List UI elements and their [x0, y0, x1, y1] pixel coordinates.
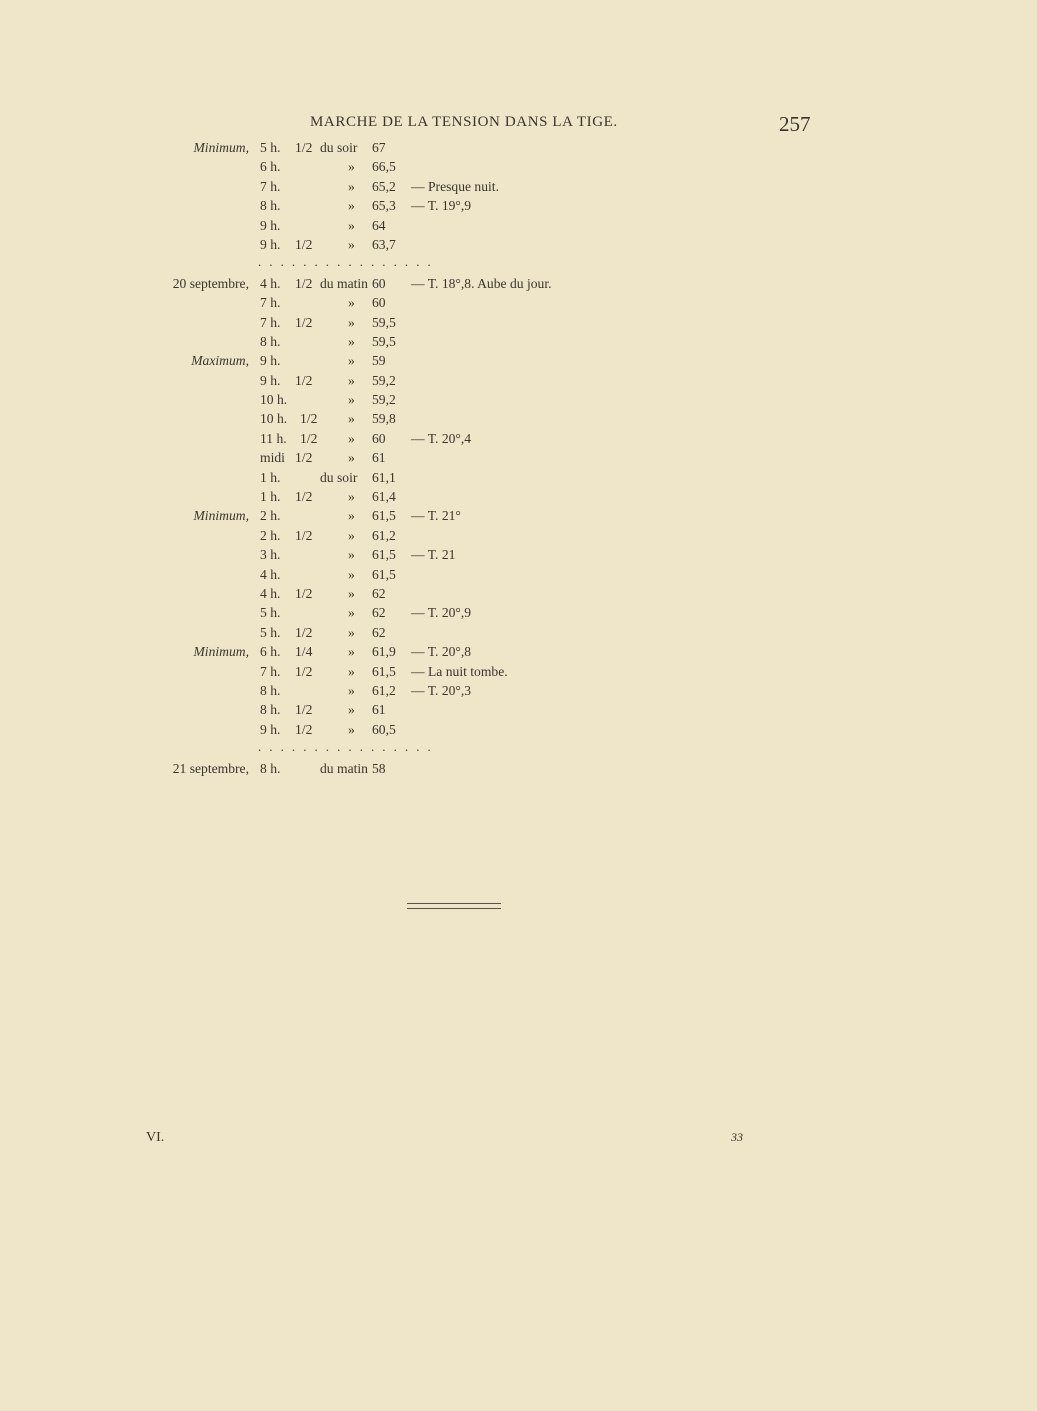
row-ditto-mark: »: [348, 605, 355, 621]
row-ditto-mark: »: [348, 702, 355, 718]
row-fraction: 1/2: [295, 372, 313, 388]
row-value: 59,2: [372, 392, 396, 408]
row-fraction: 1/2: [295, 721, 313, 737]
row-value: 60: [372, 275, 386, 291]
row-label: Minimum,: [193, 140, 249, 155]
table-row: [0, 584, 1037, 603]
row-ditto-mark: »: [348, 178, 355, 194]
row-hour: 7 h.: [260, 178, 281, 194]
row-hour: midi: [260, 450, 285, 466]
table-row: [0, 235, 1037, 254]
row-day-part: du matin: [320, 760, 368, 776]
row-hour: 7 h.: [260, 663, 281, 679]
table-row: [0, 506, 1037, 525]
row-value: 59,2: [372, 372, 396, 388]
row-hour: 9 h.: [260, 372, 281, 388]
table-row: [0, 545, 1037, 564]
row-note: — La nuit tombe.: [411, 663, 508, 679]
row-value: 67: [372, 140, 386, 155]
row-hour: 9 h.: [260, 217, 281, 233]
row-ditto-mark: »: [348, 585, 355, 601]
table-row: [0, 157, 1037, 176]
row-fraction: 1/2: [295, 236, 313, 252]
row-day-part: du soir: [320, 469, 358, 485]
row-ditto-mark: »: [348, 663, 355, 679]
table-row: [0, 313, 1037, 332]
row-value: 66,5: [372, 159, 396, 175]
row-value: 61: [372, 702, 386, 718]
dotted-separator: [0, 254, 1037, 273]
row-hour: 5 h.: [260, 624, 281, 640]
row-value: 61,5: [372, 508, 396, 524]
row-fraction: 1/2: [295, 585, 313, 601]
row-note: — T. 20°,8: [411, 644, 472, 660]
row-value: 61,5: [372, 566, 396, 582]
row-fraction: 1/2: [295, 314, 313, 330]
row-ditto-mark: »: [348, 644, 355, 660]
table-row: [0, 700, 1037, 719]
row-value: 60,5: [372, 721, 396, 737]
row-hour: 5 h.: [260, 605, 281, 621]
row-ditto-mark: »: [348, 159, 355, 175]
table-row: [0, 390, 1037, 409]
row-hour: 9 h.: [260, 353, 281, 369]
row-hour: 7 h.: [260, 314, 281, 330]
row-hour: 2 h.: [260, 508, 281, 524]
row-hour: 6 h.: [260, 644, 281, 660]
row-ditto-mark: »: [348, 295, 355, 311]
page-number: 257: [779, 112, 811, 136]
row-value: 62: [372, 585, 386, 601]
signature-number: 33: [731, 1130, 743, 1144]
row-value: 59,5: [372, 314, 396, 330]
row-fraction: 1/2: [300, 411, 318, 427]
table-row: [0, 216, 1037, 235]
row-ditto-mark: »: [348, 527, 355, 543]
row-fraction: 1/2: [295, 663, 313, 679]
signature-mark: VI.: [146, 1130, 165, 1145]
row-label: Minimum,: [193, 508, 249, 524]
row-note: — T. 20°,9: [411, 605, 472, 621]
row-fraction: 1/4: [295, 644, 313, 660]
row-label: Maximum,: [191, 353, 249, 369]
row-hour: 9 h.: [260, 721, 281, 737]
row-ditto-mark: »: [348, 314, 355, 330]
table-row: [0, 332, 1037, 351]
row-hour: 7 h.: [260, 295, 281, 311]
row-ditto-mark: »: [348, 333, 355, 349]
row-fraction: 1/2: [300, 430, 318, 446]
table-row: [0, 409, 1037, 428]
row-day-part: du soir: [320, 140, 358, 155]
row-fraction: 1/2: [295, 489, 313, 505]
table-row: [0, 526, 1037, 545]
row-hour: 10 h.: [260, 411, 288, 427]
row-value: 59,5: [372, 333, 396, 349]
row-ditto-mark: »: [348, 411, 355, 427]
row-ditto-mark: »: [348, 392, 355, 408]
row-note: — Presque nuit.: [411, 178, 499, 194]
row-hour: 4 h.: [260, 275, 281, 291]
row-ditto-mark: »: [348, 353, 355, 369]
row-label: 21 septembre,: [172, 760, 249, 776]
table-row: [0, 623, 1037, 642]
row-hour: 2 h.: [260, 527, 281, 543]
running-title: MARCHE DE LA TENSION DANS LA TIGE.: [310, 114, 618, 130]
row-ditto-mark: »: [348, 566, 355, 582]
row-value: 61,5: [372, 663, 396, 679]
dotted-separator: [0, 739, 1037, 758]
table-row: [0, 274, 1037, 293]
row-fraction: 1/2: [295, 140, 313, 155]
table-row: [0, 759, 1037, 778]
table-row: [0, 642, 1037, 661]
row-value: 61: [372, 450, 386, 466]
table-row: [0, 351, 1037, 370]
row-hour: 8 h.: [260, 198, 281, 214]
table-row: [0, 565, 1037, 584]
table-row: [0, 468, 1037, 487]
row-hour: 8 h.: [260, 333, 281, 349]
dotted-leader: . . . . . . . . . . . . . . . .: [258, 254, 434, 270]
row-ditto-mark: »: [348, 489, 355, 505]
row-hour: 9 h.: [260, 236, 281, 252]
row-hour: 4 h.: [260, 585, 281, 601]
row-fraction: 1/2: [295, 275, 313, 291]
row-value: 64: [372, 217, 386, 233]
row-value: 59,8: [372, 411, 396, 427]
table-row: [0, 603, 1037, 622]
row-value: 62: [372, 605, 386, 621]
row-value: 63,7: [372, 236, 396, 252]
row-hour: 4 h.: [260, 566, 281, 582]
row-value: 60: [372, 430, 386, 446]
row-hour: 11 h.: [260, 430, 287, 446]
row-value: 59: [372, 353, 386, 369]
row-value: 61,9: [372, 644, 396, 660]
row-value: 61,2: [372, 682, 396, 698]
row-hour: 3 h.: [260, 547, 281, 563]
row-ditto-mark: »: [348, 508, 355, 524]
table-row: [0, 177, 1037, 196]
row-ditto-mark: »: [348, 450, 355, 466]
row-hour: 8 h.: [260, 682, 281, 698]
row-value: 65,2: [372, 178, 396, 194]
table-row: [0, 293, 1037, 312]
table-row: [0, 429, 1037, 448]
row-note: — T. 21°: [411, 508, 461, 524]
row-fraction: 1/2: [295, 450, 313, 466]
row-value: 61,2: [372, 527, 396, 543]
row-value: 61,5: [372, 547, 396, 563]
measurement-table: [0, 138, 1037, 778]
table-row: [0, 681, 1037, 700]
row-hour: 10 h.: [260, 392, 288, 408]
row-fraction: 1/2: [295, 527, 313, 543]
row-value: 62: [372, 624, 386, 640]
row-hour: 1 h.: [260, 469, 281, 485]
row-hour: 1 h.: [260, 489, 281, 505]
row-hour: 8 h.: [260, 760, 281, 776]
row-hour: 6 h.: [260, 159, 281, 175]
row-note: — T. 19°,9: [411, 198, 472, 214]
row-value: 61,4: [372, 489, 396, 505]
row-note: — T. 21: [411, 547, 456, 563]
row-ditto-mark: »: [348, 682, 355, 698]
row-ditto-mark: »: [348, 198, 355, 214]
row-ditto-mark: »: [348, 372, 355, 388]
table-row: [0, 138, 1037, 157]
row-ditto-mark: »: [348, 236, 355, 252]
row-fraction: 1/2: [295, 702, 313, 718]
row-value: 58: [372, 760, 386, 776]
dotted-leader: . . . . . . . . . . . . . . . .: [258, 739, 434, 755]
row-ditto-mark: »: [348, 721, 355, 737]
row-hour: 5 h.: [260, 140, 281, 155]
table-row: [0, 662, 1037, 681]
row-label: Minimum,: [193, 644, 249, 660]
table-row: [0, 720, 1037, 739]
table-row: [0, 371, 1037, 390]
row-ditto-mark: »: [348, 217, 355, 233]
row-ditto-mark: »: [348, 430, 355, 446]
row-ditto-mark: »: [348, 624, 355, 640]
row-day-part: du matin: [320, 275, 368, 291]
section-divider: [407, 903, 501, 909]
row-label: 20 septembre,: [172, 275, 249, 291]
row-note: — T. 18°,8. Aube du jour.: [411, 275, 552, 291]
row-ditto-mark: »: [348, 547, 355, 563]
row-value: 61,1: [372, 469, 396, 485]
table-row: [0, 448, 1037, 467]
row-note: — T. 20°,4: [411, 430, 472, 446]
table-row: [0, 487, 1037, 506]
row-hour: 8 h.: [260, 702, 281, 718]
row-value: 65,3: [372, 198, 396, 214]
table-row: [0, 196, 1037, 215]
row-note: — T. 20°,3: [411, 682, 472, 698]
row-fraction: 1/2: [295, 624, 313, 640]
row-value: 60: [372, 295, 386, 311]
